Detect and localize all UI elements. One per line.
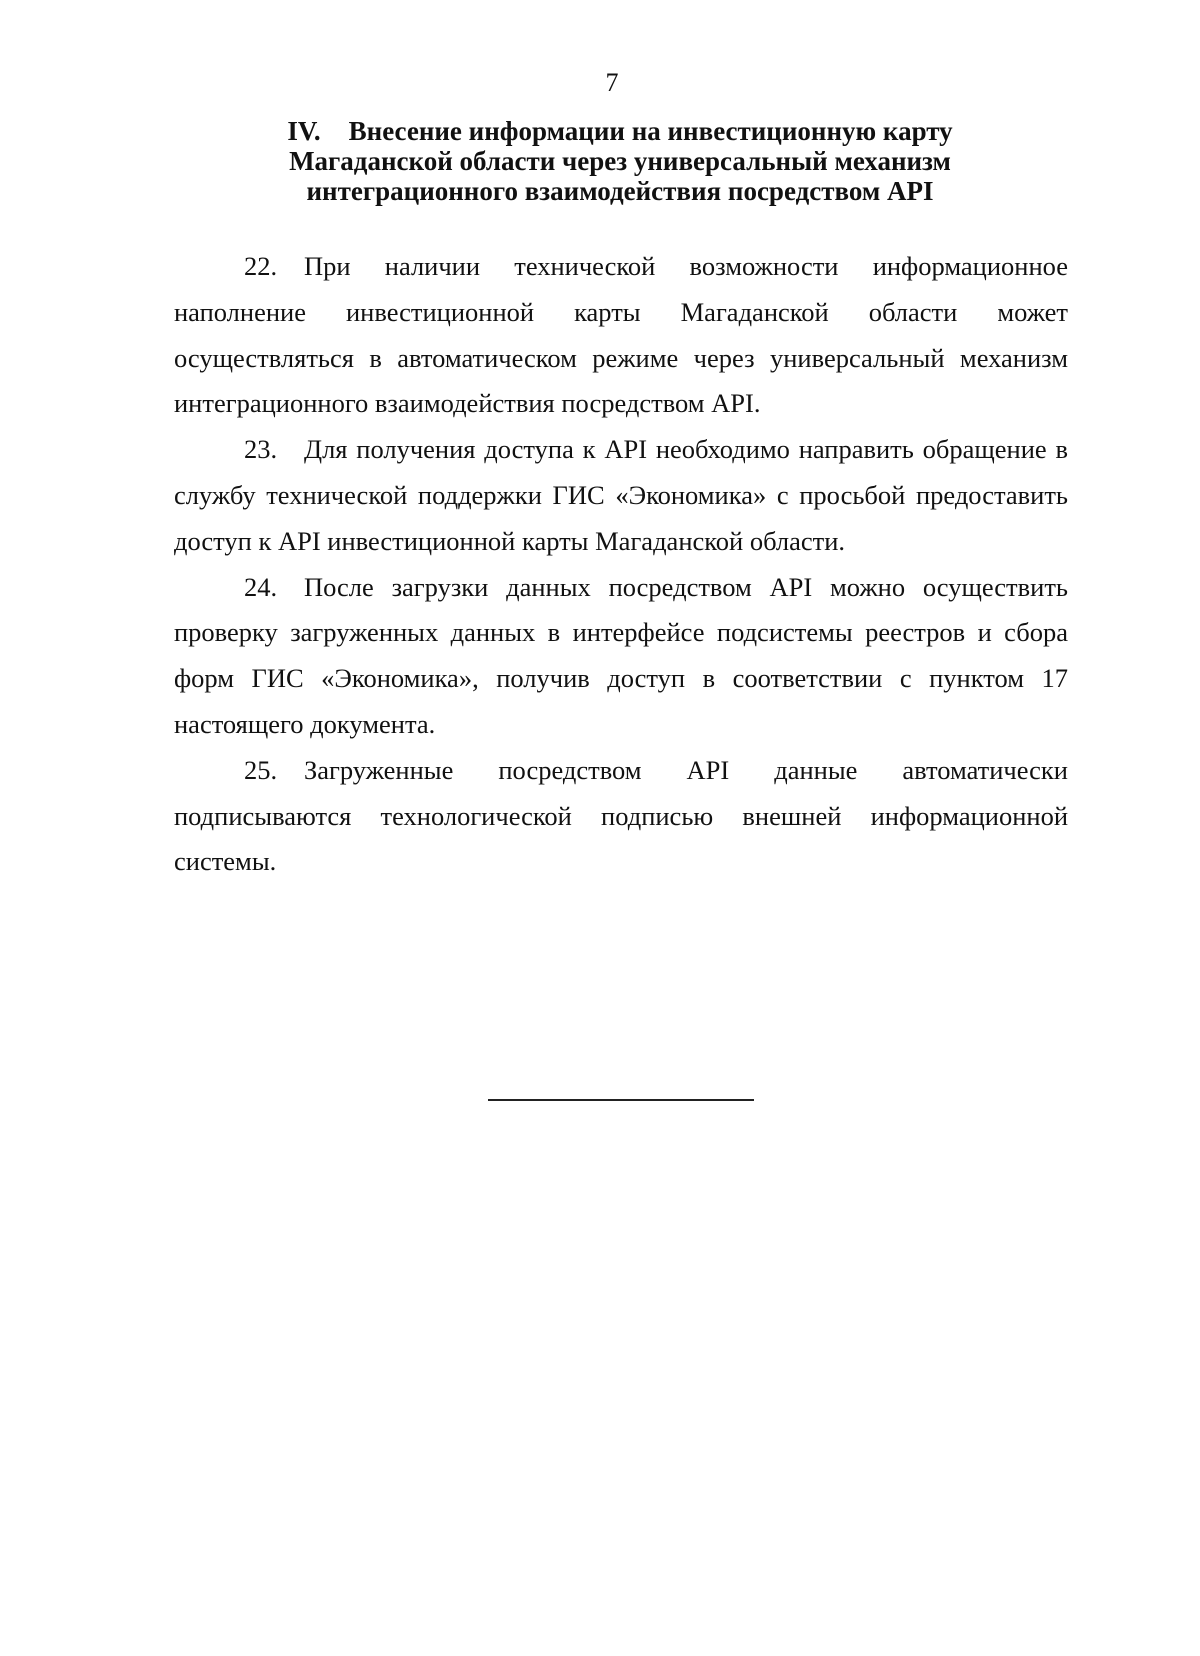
section-heading-line-1 [180, 116, 1060, 146]
paragraph-number: 25. [244, 754, 278, 785]
section-numeral: IV. [287, 116, 321, 146]
section-heading-line-3: интеграционного взаимодействия посредством API [306, 176, 934, 206]
paragraph-text: Загруженные посредством API данные автоматически подписываются технологической подписью внешней информационной системы. [174, 754, 1068, 877]
paragraph-text: При наличии технической возможности информационное наполнение инвестиционной карты Магаданской области может осуществляться в автоматическом режиме через универсальный механизм интеграционного взаимодействия посредством API. [174, 251, 1068, 419]
section-heading [180, 116, 1060, 206]
paragraph-text: После загрузки данных посредством API можно осуществить проверку загруженных данных в интерфейсе подсистемы реестров и сбора форм ГИС «Экономика», получив доступ в соответствии с пунктом 17 настоящего документа. [174, 571, 1068, 739]
document-body [174, 244, 1068, 885]
section-heading-text-1: Внесение информации на инвестиционную карту [348, 116, 953, 146]
paragraph-number: 22. [244, 251, 278, 281]
paragraph-24 [174, 565, 1068, 748]
paragraph-23 [174, 427, 1068, 564]
paragraph-text: Для получения доступа к API необходимо направить обращение в службу технической поддержки ГИС «Экономика» с просьбой предоставить доступ к API инвестиционной карты Магаданской области. [174, 434, 1068, 556]
closing-divider [488, 1099, 754, 1101]
paragraph-number: 24. [244, 571, 278, 602]
paragraph-number: 23. [244, 434, 278, 465]
paragraph-25 [174, 748, 1068, 885]
page-number: 7 [605, 68, 619, 97]
section-heading-line-2: Магаданской области через универсальный механизм [289, 146, 951, 176]
paragraph-22 [174, 244, 1068, 427]
